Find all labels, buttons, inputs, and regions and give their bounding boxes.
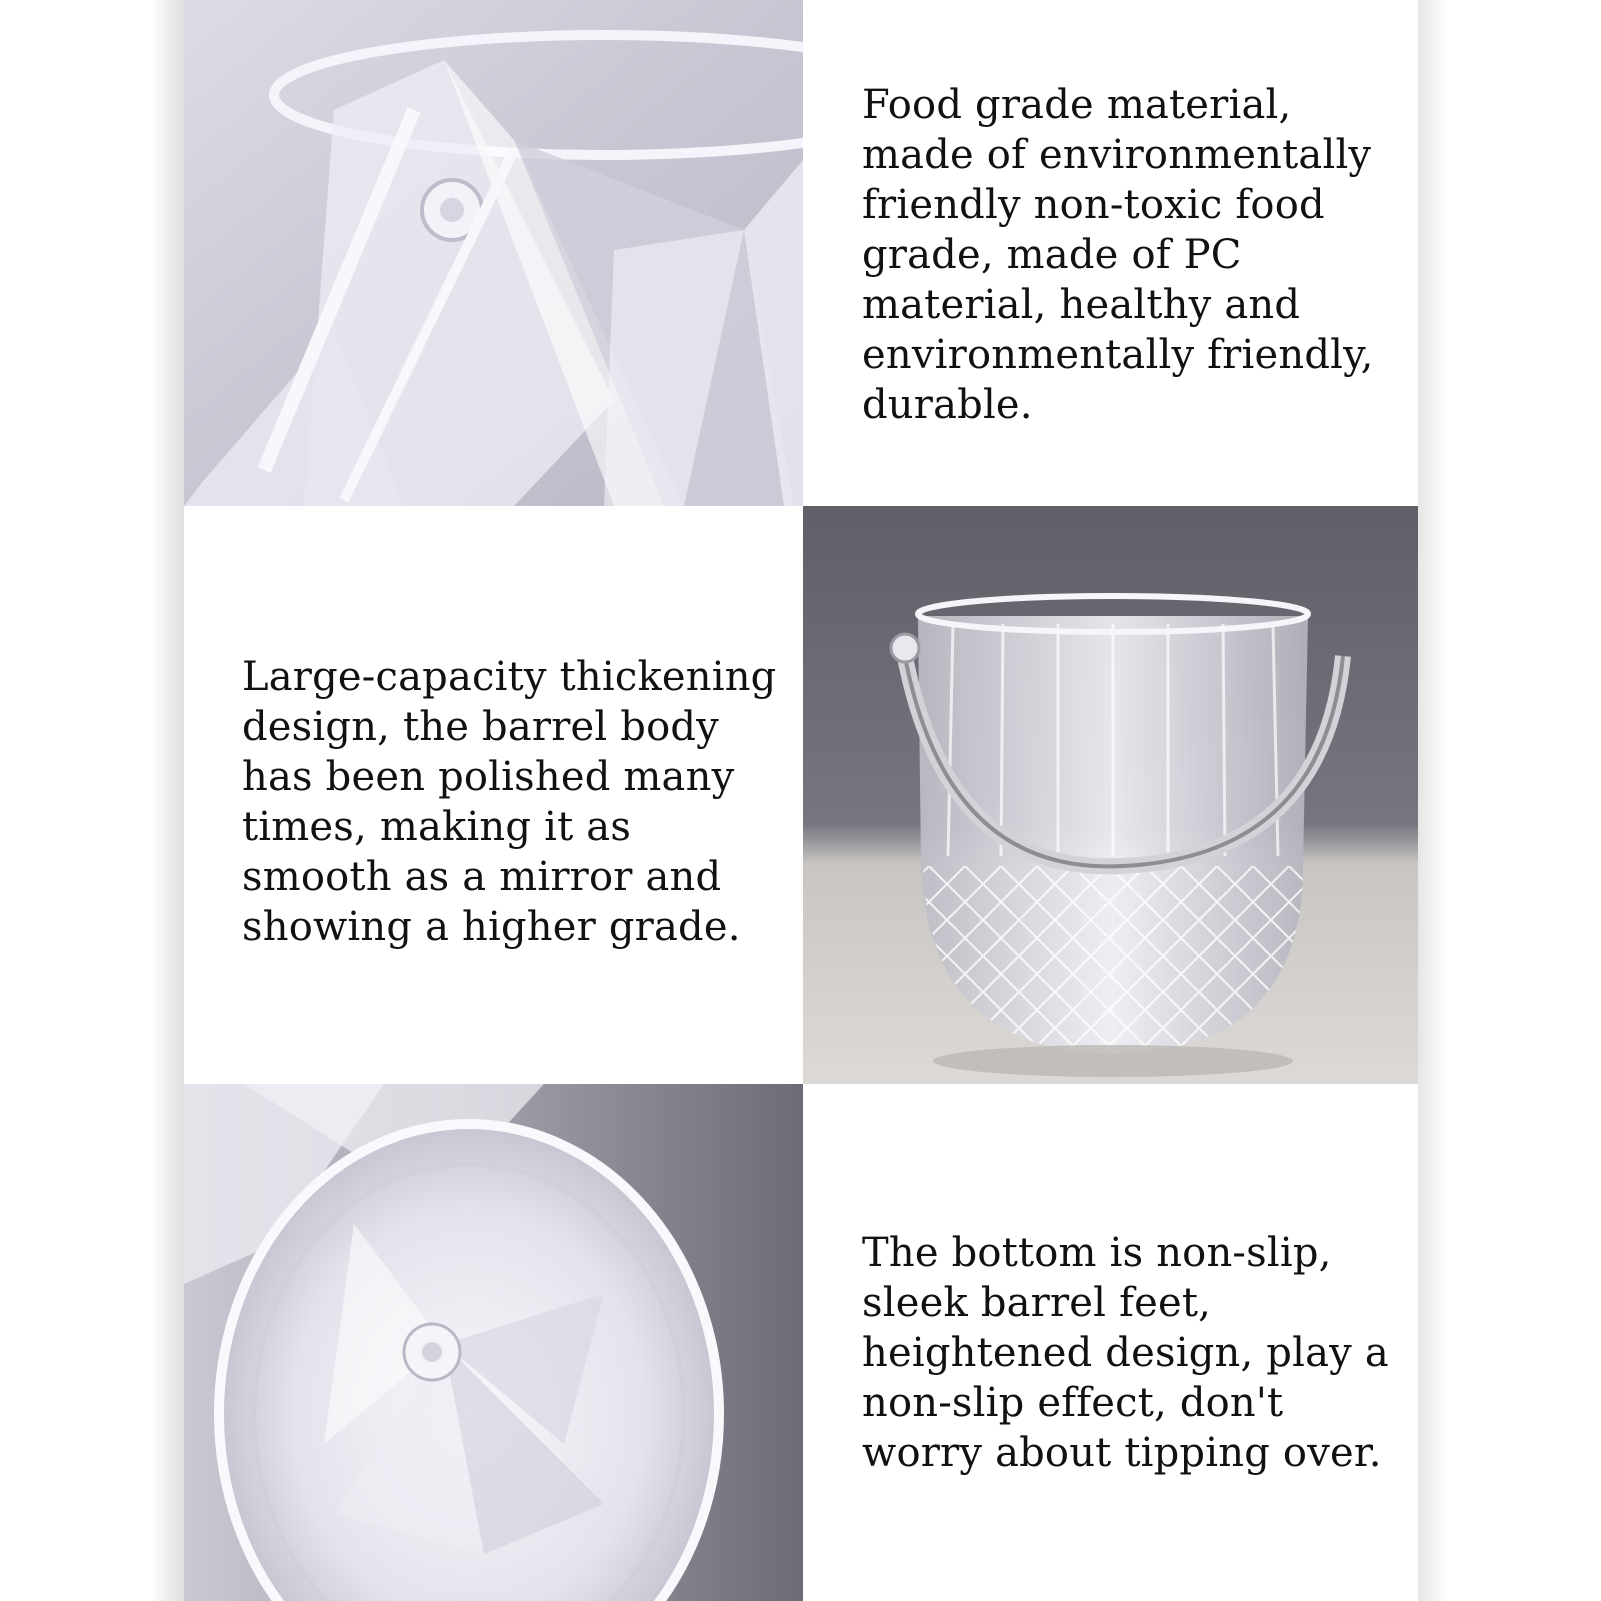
feature-line: showing a higher grade. <box>242 904 741 950</box>
feature-line: made of environmentally <box>862 132 1372 178</box>
photo-bottom-view <box>184 1084 803 1601</box>
feature-line: worry about tipping over. <box>862 1430 1382 1476</box>
feature-line: grade, made of PC <box>862 232 1242 278</box>
right-edge-shadow <box>1418 0 1448 1601</box>
feature-line: has been polished many <box>242 754 735 800</box>
feature-line: material, healthy and <box>862 282 1301 328</box>
feature-text-bottom <box>862 1228 1389 1478</box>
feature-text-material <box>862 80 1382 430</box>
feature-line: heightened design, play a <box>862 1330 1389 1376</box>
feature-line: The bottom is non-slip, <box>862 1230 1332 1276</box>
feature-line: sleek barrel feet, <box>862 1280 1212 1326</box>
feature-line: environmentally friendly, <box>862 332 1374 378</box>
photo-ice-bucket <box>803 506 1418 1084</box>
feature-line: times, making it as <box>242 804 632 850</box>
feature-line: durable. <box>862 382 1033 428</box>
feature-line: smooth as a mirror and <box>242 854 722 900</box>
feature-line: design, the barrel body <box>242 704 719 750</box>
feature-line: friendly non-toxic food <box>862 182 1325 228</box>
photo-handle-closeup <box>184 0 803 506</box>
feature-line: Large-capacity thickening <box>242 654 777 700</box>
feature-line: Food grade material, <box>862 82 1292 128</box>
feature-line: non-slip effect, don't <box>862 1380 1284 1426</box>
feature-text-capacity <box>242 652 777 952</box>
left-edge-shadow <box>150 0 184 1601</box>
